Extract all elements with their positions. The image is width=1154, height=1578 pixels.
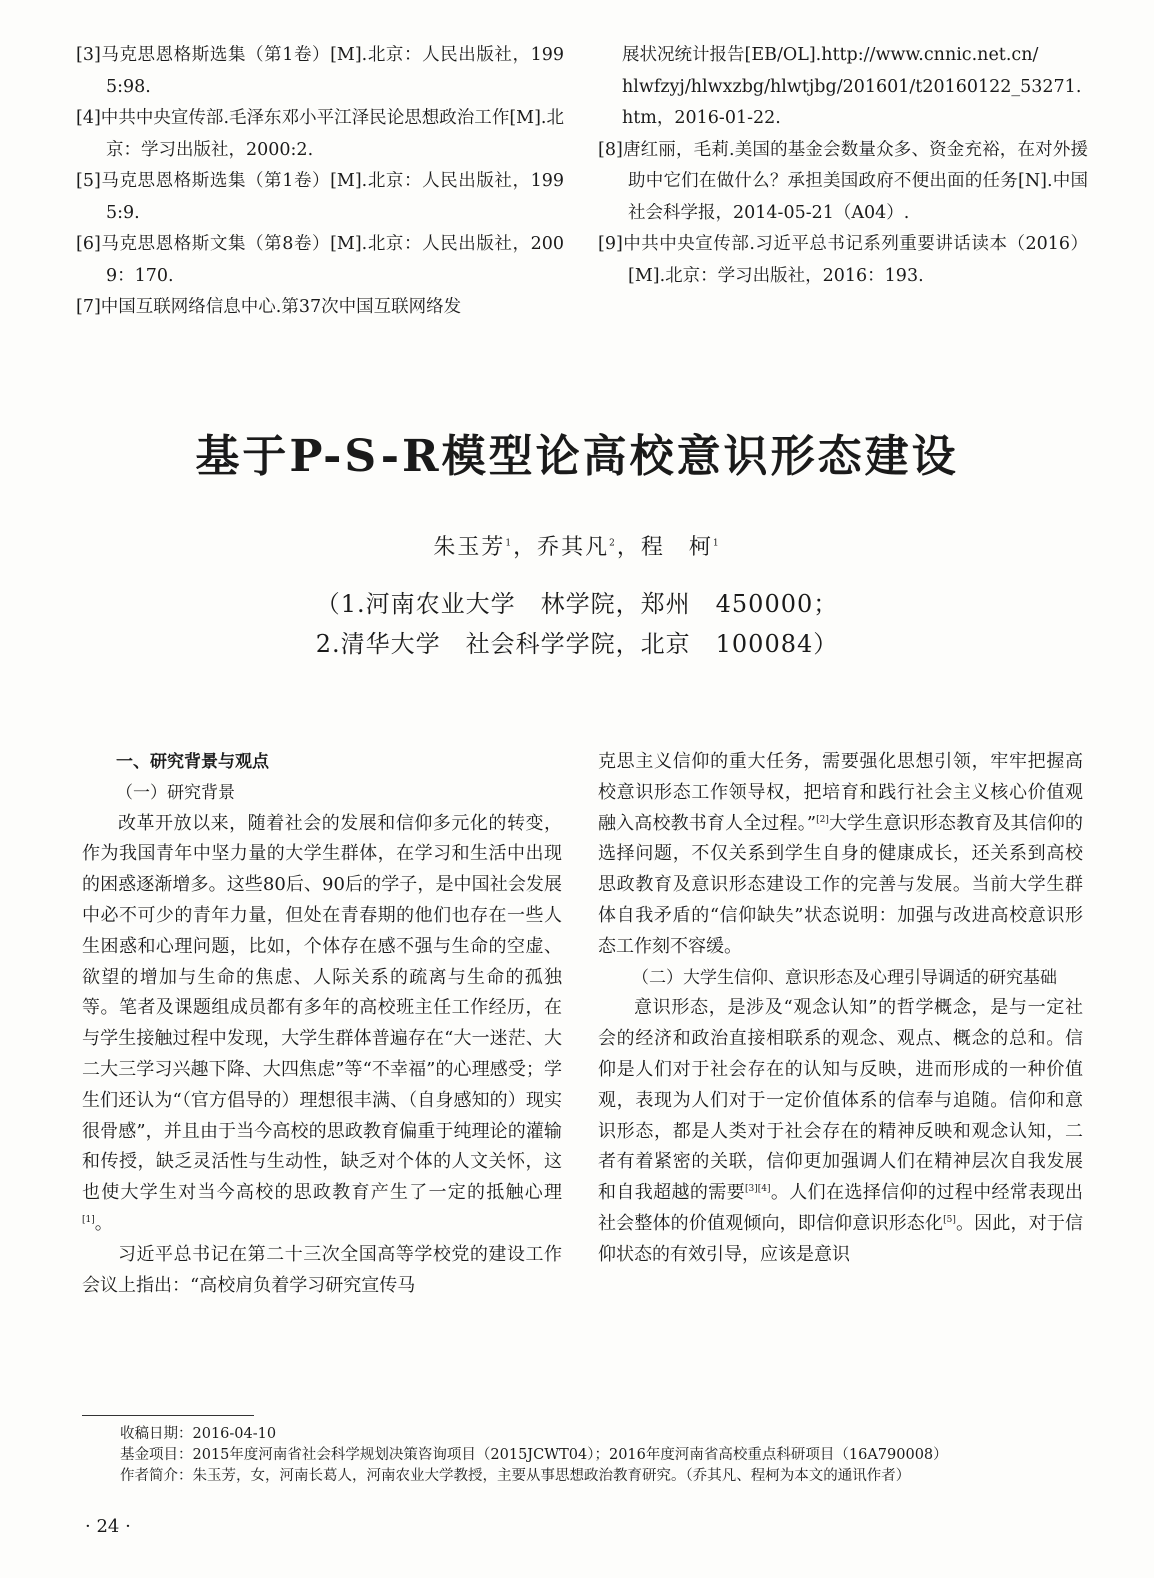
reference-text: [4]中共中央宣传部.毛泽东邓小平江泽民论思想政 (76, 108, 457, 128)
reference-continuation (598, 40, 1088, 135)
citation-mark: [1] (82, 1214, 95, 1225)
author-list: 朱玉芳$^1$，乔其凡$^2$，程 柯$^1$ (433, 535, 721, 560)
reference-text: 社，1995:98. (106, 45, 564, 97)
reference-item (76, 103, 564, 166)
affiliation-line: 2.清华大学 社会科学学院，北京 100084） (315, 630, 839, 658)
paragraph-text: 克思主义信仰的重大任务，需要强化思想引领，牢牢把握高校意识形态工作领导权，把培育和践行社会主义核心价值观融入高校教书育人全过程。” (598, 751, 1083, 834)
reference-text: 社，2009：170. (106, 234, 564, 286)
body-column-right (598, 747, 1083, 1271)
citation-mark: [5] (943, 1214, 956, 1225)
paragraph-text: 。 (94, 1212, 113, 1234)
citation-mark: [3][4] (745, 1184, 771, 1195)
author-name: 乔其凡 (537, 535, 610, 560)
reference-text: [7]中国互联网络信息中心.第37次中国互联网络发 (76, 297, 462, 317)
author-name: 朱玉芳 (433, 535, 506, 560)
reference-text: 展状况统计报告[EB/OL].http://www.cnnic.net.cn/ (622, 45, 1039, 65)
author-name: 程 柯 (640, 535, 713, 560)
reference-text: htm，2016-01-22. (622, 108, 781, 128)
page-number: · 24 · (85, 1516, 131, 1537)
paragraph-text: 。人们在选择信仰的过程中经常表现出社会整体的价值观倾向，即信仰意识形态化 (598, 1182, 1084, 1234)
reference-text: [8]唐红丽，毛莉.美国的基金会数量众多、资金充裕， (598, 139, 1018, 160)
reference-text: hlwfzyj/hlwxzbg/hlwtjbg/201601/t20160122_53271. (622, 76, 1082, 97)
paragraph-text: 大学生意识形态教育及其信仰的选择问题，不仅关系到学生自身的健康成长，还关系到高校思政教育及意识形态建设工作的完善与发展。当前大学生群体自我矛盾的“信仰缺失”状态说明：加强与改进高校意识形态工作刻不容缓。 (598, 812, 1084, 957)
reference-item (598, 135, 1088, 230)
body-paragraph (598, 993, 1083, 1270)
reference-text: 社，1995:9. (106, 171, 564, 223)
reference-item (76, 40, 564, 103)
funding-note: 基金项目：2015年度河南省社会科学规划决策咨询项目（2015JCWT04）；2016年度河南省高校重点科研项目（16A790008） (120, 1447, 948, 1463)
reference-text: 在对外援助中它们在做什么？承担美国政府不便 (628, 139, 1088, 191)
body-paragraph (82, 809, 562, 1240)
reference-text: [5]马克思恩格斯选集（第1卷）[M].北京：人民出版 (76, 171, 495, 191)
reference-text: [6]马克思恩格斯文集（第8卷）[M].北京：人民出版 (76, 234, 495, 254)
reference-item (76, 229, 564, 292)
citation-mark: [2] (816, 814, 829, 825)
references-right (598, 40, 1088, 292)
author-bio: 作者简介：朱玉芳，女，河南长葛人，河南农业大学教授，主要从事思想政治教育研究。（乔其凡、程柯为本文的通讯作者） (120, 1468, 911, 1484)
body-paragraph: 习近平总书记在第二十三次全国高等学校党的建设工作会议上指出：“高校肩负着学习研究宣传马 (82, 1243, 562, 1296)
reference-text: [3]马克思恩格斯选集（第1卷）[M].北京：人民出版 (76, 45, 495, 65)
author-affiliation-mark: 2 (609, 538, 617, 549)
subsection-heading: （二）大学生信仰、意识形态及心理引导调适的研究基础 (632, 967, 1057, 988)
author-affiliation-mark: 1 (505, 538, 514, 549)
reference-item (598, 229, 1088, 292)
reference-item (76, 292, 564, 324)
body-paragraph (598, 747, 1083, 963)
reference-text: （A04）. (833, 202, 910, 223)
body-column-left (82, 747, 562, 1301)
article-title: 基于P-S-R模型论高校意识形态建设 (195, 431, 959, 482)
footnote-divider (82, 1415, 254, 1416)
reference-text: 治工作[M].北京：学习出版社，2000:2. (106, 108, 564, 160)
footnotes (120, 1424, 1080, 1487)
paragraph-text: 改革开放以来，随着社会的发展和信仰多元化的转变，作为我国青年中坚力量的大学生群体，在学习和生活中出现的困惑逐渐增多。这些80后、90后的学子，是中国社会发展中必不可少的青年力量，但处在青春期的他们也存在一些人生困惑和心理问题，比如，个体存在感不强与生命的空虚、欲望的增加与生命的焦虑、人际关系的疏离与生命的孤独等。笔者及课题组成员都有多年的高校班主任工作经历，在与学生接触过程中发现，大学生群体普遍存在“大一迷茫、大二大三学习兴趣下降、大四焦虑”等“不幸福”的心理感受；学生们还认为“（官方倡导的）理想很丰满、（自身感知的）现实很骨感”，并且由于当今高校的思政教育偏重于纯理论的灌输和传授，缺乏灵活性与生动性，缺乏对个体的人文关怀，这也使大学生对当今高校的思政教育产生了一定的抵触心理 (82, 812, 562, 1204)
subsection-heading: （一）研究背景 (116, 782, 235, 803)
affiliation-line: （1.河南农业大学 林学院，郑州 450000； (315, 590, 839, 618)
reference-item (76, 166, 564, 229)
author-affiliation-mark: 1 (712, 538, 721, 549)
references-left (76, 40, 564, 324)
reference-text: 本（2016）[M].北京：学习出版社，2016：193. (628, 234, 1088, 286)
reference-text: 出面的任务[N].中国社会科学报，2014-05-21 (628, 171, 1088, 223)
paragraph-text: 。因此，对于信仰状态的有效引导，应该是意识 (598, 1212, 1084, 1265)
received-date: 收稿日期：2016-04-10 (120, 1426, 277, 1442)
section-heading: 一、研究背景与观点 (116, 752, 269, 772)
reference-text: [9]中共中央宣传部.习近平总书记系列重要讲话读 (598, 234, 990, 254)
paragraph-text: 意识形态，是涉及“观念认知”的哲学概念，是与一定社会的经济和政治直接相联系的观念、观点、概念的总和。信仰是人们对于社会存在的认知与反映，进而形成的一种价值观，表现为人们对于一定价值体系的信奉与追随。信仰和意识形态，都是人类对于社会存在的精神反映和观念认知，二者有着紧密的关联，信仰更加强调人们在精神层次自我发展和自我超越的需要 (598, 997, 1083, 1204)
